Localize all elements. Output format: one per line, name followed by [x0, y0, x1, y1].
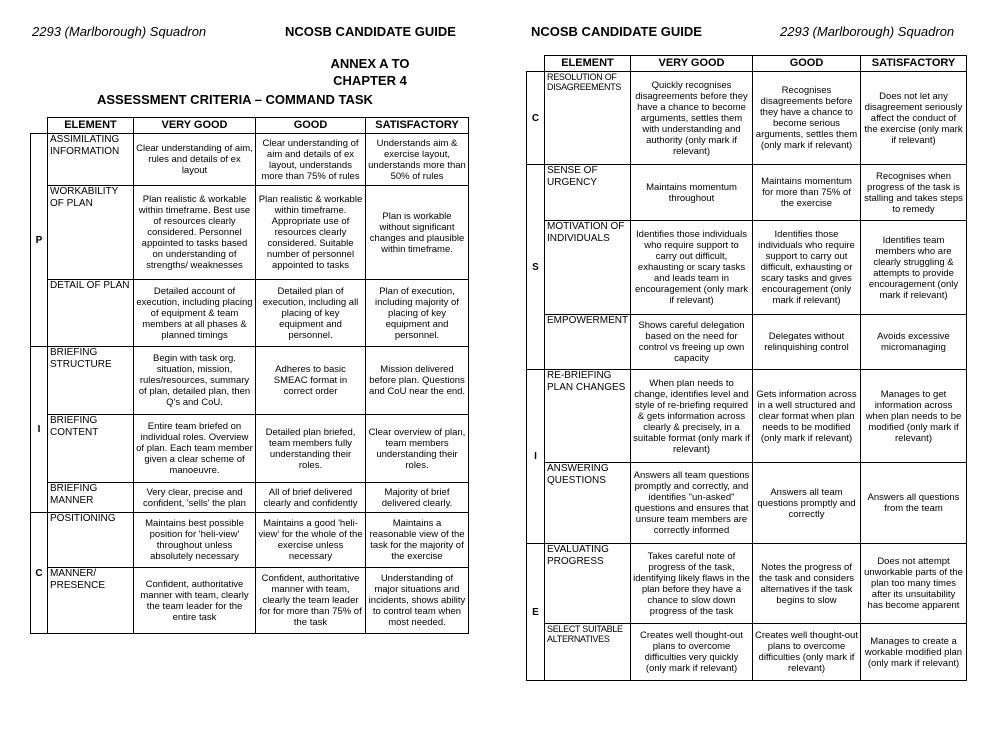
- table-row: [527, 463, 967, 544]
- table-row: [31, 568, 469, 634]
- very-good-cell: When plan needs to change, identifies level and style of re-briefing required & gets information across clearly & precisely, in a suitable format (only mark if relevant): [631, 370, 753, 463]
- right-header-title: NCOSB CANDIDATE GUIDE: [531, 24, 702, 39]
- good-cell: Confident, authoritative manner with team, clearly the team leader for for more than 75% of the task: [256, 568, 366, 634]
- right-col-very-good: VERY GOOD: [631, 56, 753, 72]
- right-col-good: GOOD: [753, 56, 861, 72]
- table-row: [527, 370, 967, 463]
- satisfactory-cell: Maintains a reasonable view of the task for the majority of the exercise: [366, 513, 469, 568]
- element-cell: SENSE OF URGENCY: [545, 165, 631, 221]
- group-label: I: [31, 347, 48, 513]
- table-row: [527, 165, 967, 221]
- very-good-cell: Begin with task org. situation, mission, rules/resources, summary of plan, detailed plan, then Q's and CoU.: [134, 347, 256, 415]
- table-row: [31, 134, 469, 186]
- very-good-cell: Detailed account of execution, including placing of equipment & team members at all phases & planned timings: [134, 280, 256, 347]
- group-label: P: [31, 134, 48, 347]
- satisfactory-cell: Understands aim & exercise layout, understands more than 50% of rules: [366, 134, 469, 186]
- satisfactory-cell: Identifies team members who are clearly struggling & attempts to provide encouragement (only mark if relevant): [861, 221, 967, 315]
- element-cell: EVALUATING PROGRESS: [545, 544, 631, 624]
- group-label: E: [527, 544, 545, 681]
- very-good-cell: Quickly recognises disagreements before they have a chance to become arguments, settles them with understanding and authority (only mark if relevant): [631, 72, 753, 165]
- good-cell: Identifies those individuals who require support to carry out difficult, exhausting or scary tasks and gives encouragement (only mark if relevant): [753, 221, 861, 315]
- left-col-element: ELEMENT: [48, 118, 134, 134]
- left-header-squadron: 2293 (Marlborough) Squadron: [32, 24, 207, 39]
- satisfactory-cell: Manages to create a workable modified plan (only mark if relevant): [861, 624, 967, 681]
- table-row: [527, 221, 967, 315]
- satisfactory-cell: Answers all questions from the team: [861, 463, 967, 544]
- table-row: [527, 544, 967, 624]
- table-row: [31, 347, 469, 415]
- element-cell: BRIEFING STRUCTURE: [48, 347, 134, 415]
- satisfactory-cell: Mission delivered before plan. Questions and CoU near the end.: [366, 347, 469, 415]
- element-cell: POSITIONING: [48, 513, 134, 568]
- section-title: ASSESSMENT CRITERIA – COMMAND TASK: [97, 92, 373, 107]
- very-good-cell: Plan realistic & workable within timeframe. Best use of resources clearly considered. Personnel appointed to tasks based on understanding of strengths/ weaknesses: [134, 186, 256, 280]
- element-cell: RE-BRIEFING PLAN CHANGES: [545, 370, 631, 463]
- group-label: C: [31, 513, 48, 634]
- good-cell: All of brief delivered clearly and confidently: [256, 483, 366, 513]
- very-good-cell: Very clear, precise and confident, 'sells' the plan: [134, 483, 256, 513]
- right-criteria-table: [526, 55, 967, 681]
- table-row: [31, 483, 469, 513]
- left-group-header: [31, 118, 48, 134]
- good-cell: Creates well thought-out plans to overcome difficulties (only mark if relevant): [753, 624, 861, 681]
- good-cell: Gets information across in a well structured and clear format when plan needs to be modified (only mark if relevant): [753, 370, 861, 463]
- satisfactory-cell: Does not let any disagreement seriously affect the conduct of the exercise (only mark if relevant): [861, 72, 967, 165]
- satisfactory-cell: Plan of execution, including majority of placing of key equipment and personnel.: [366, 280, 469, 347]
- satisfactory-cell: Plan is workable without significant changes and plausible within timeframe.: [366, 186, 469, 280]
- table-row: [527, 72, 967, 165]
- right-group-header: [527, 56, 545, 72]
- element-cell: RESOLUTION OF DISAGREEMENTS: [545, 72, 631, 165]
- good-cell: Maintains a good 'heli-view' for the whole of the exercise unless necessary: [256, 513, 366, 568]
- annex-line-1: ANNEX A TO: [330, 56, 410, 71]
- left-criteria-table: [30, 117, 469, 634]
- element-cell: ANSWERING QUESTIONS: [545, 463, 631, 544]
- right-col-satisfactory: SATISFACTORY: [861, 56, 967, 72]
- good-cell: Delegates without relinquishing control: [753, 315, 861, 370]
- satisfactory-cell: Majority of brief delivered clearly.: [366, 483, 469, 513]
- good-cell: Adheres to basic SMEAC format in correct order: [256, 347, 366, 415]
- table-row: [31, 513, 469, 568]
- left-header-row: [31, 118, 469, 134]
- good-cell: Plan realistic & workable within timeframe. Appropriate use of resources clearly considered. Suitable number of personnel appointed to tasks: [256, 186, 366, 280]
- very-good-cell: Maintains momentum throughout: [631, 165, 753, 221]
- element-cell: ASSIMILATING INFORMATION: [48, 134, 134, 186]
- satisfactory-cell: Does not attempt unworkable parts of the plan too many times after its unsuitability has become apparent: [861, 544, 967, 624]
- good-cell: Notes the progress of the task and considers alternatives if the task begins to slow: [753, 544, 861, 624]
- very-good-cell: Entire team briefed on individual roles. Overview of plan. Each team member given a clear scheme of manoeuvre.: [134, 415, 256, 483]
- satisfactory-cell: Recognises when progress of the task is stalling and takes steps to remedy: [861, 165, 967, 221]
- right-col-element: ELEMENT: [545, 56, 631, 72]
- element-cell: BRIEFING MANNER: [48, 483, 134, 513]
- table-row: [31, 415, 469, 483]
- left-col-good: GOOD: [256, 118, 366, 134]
- right-header-squadron: 2293 (Marlborough) Squadron: [780, 24, 955, 39]
- satisfactory-cell: Understanding of major situations and incidents, shows ability to control team when most needed.: [366, 568, 469, 634]
- table-row: [31, 280, 469, 347]
- very-good-cell: Confident, authoritative manner with team, clearly the team leader for the entire task: [134, 568, 256, 634]
- table-row: [527, 624, 967, 681]
- element-cell: SELECT SUITABLE ALTERNATIVES: [545, 624, 631, 681]
- group-label: C: [527, 72, 545, 165]
- satisfactory-cell: Avoids excessive micromanaging: [861, 315, 967, 370]
- left-header-title: NCOSB CANDIDATE GUIDE: [285, 24, 456, 39]
- group-label: S: [527, 165, 545, 370]
- left-col-very-good: VERY GOOD: [134, 118, 256, 134]
- good-cell: Detailed plan of execution, including all placing of key equipment and personnel.: [256, 280, 366, 347]
- good-cell: Clear understanding of aim and details of ex layout, understands more than 75% of rules: [256, 134, 366, 186]
- element-cell: MOTIVATION OF INDIVIDUALS: [545, 221, 631, 315]
- left-col-satisfactory: SATISFACTORY: [366, 118, 469, 134]
- element-cell: BRIEFING CONTENT: [48, 415, 134, 483]
- very-good-cell: Creates well thought-out plans to overcome difficulties very quickly (only mark if relevant): [631, 624, 753, 681]
- element-cell: DETAIL OF PLAN: [48, 280, 134, 347]
- group-label: I: [527, 370, 545, 544]
- right-header-row: [527, 56, 967, 72]
- good-cell: Detailed plan briefed, team members fully understanding their roles.: [256, 415, 366, 483]
- table-row: [527, 315, 967, 370]
- very-good-cell: Shows careful delegation based on the need for control vs freeing up own capacity: [631, 315, 753, 370]
- element-cell: MANNER/ PRESENCE: [48, 568, 134, 634]
- very-good-cell: Answers all team questions promptly and correctly, and identifies "un-asked" questions and ensures that unsure team members are correctly informed: [631, 463, 753, 544]
- annex-line-2: CHAPTER 4: [333, 73, 407, 88]
- element-cell: EMPOWERMENT: [545, 315, 631, 370]
- element-cell: WORKABILITY OF PLAN: [48, 186, 134, 280]
- very-good-cell: Takes careful note of progress of the task, identifying likely flaws in the plan before they have a chance to slow down progress of the task: [631, 544, 753, 624]
- very-good-cell: Clear understanding of aim, rules and details of ex layout: [134, 134, 256, 186]
- good-cell: Recognises disagreements before they have a chance to become serious arguments, settles them (only mark if relevant): [753, 72, 861, 165]
- very-good-cell: Identifies those individuals who require support to carry out difficult, exhausting or scary tasks and leads team in encouragement (only mark if relevant): [631, 221, 753, 315]
- good-cell: Maintains momentum for more than 75% of the exercise: [753, 165, 861, 221]
- table-row: [31, 186, 469, 280]
- good-cell: Answers all team questions promptly and correctly: [753, 463, 861, 544]
- satisfactory-cell: Clear overview of plan, team members understanding their roles.: [366, 415, 469, 483]
- very-good-cell: Maintains best possible position for 'heli-view' throughout unless absolutely necessary: [134, 513, 256, 568]
- satisfactory-cell: Manages to get information across when plan needs to be modified (only mark if relevant): [861, 370, 967, 463]
